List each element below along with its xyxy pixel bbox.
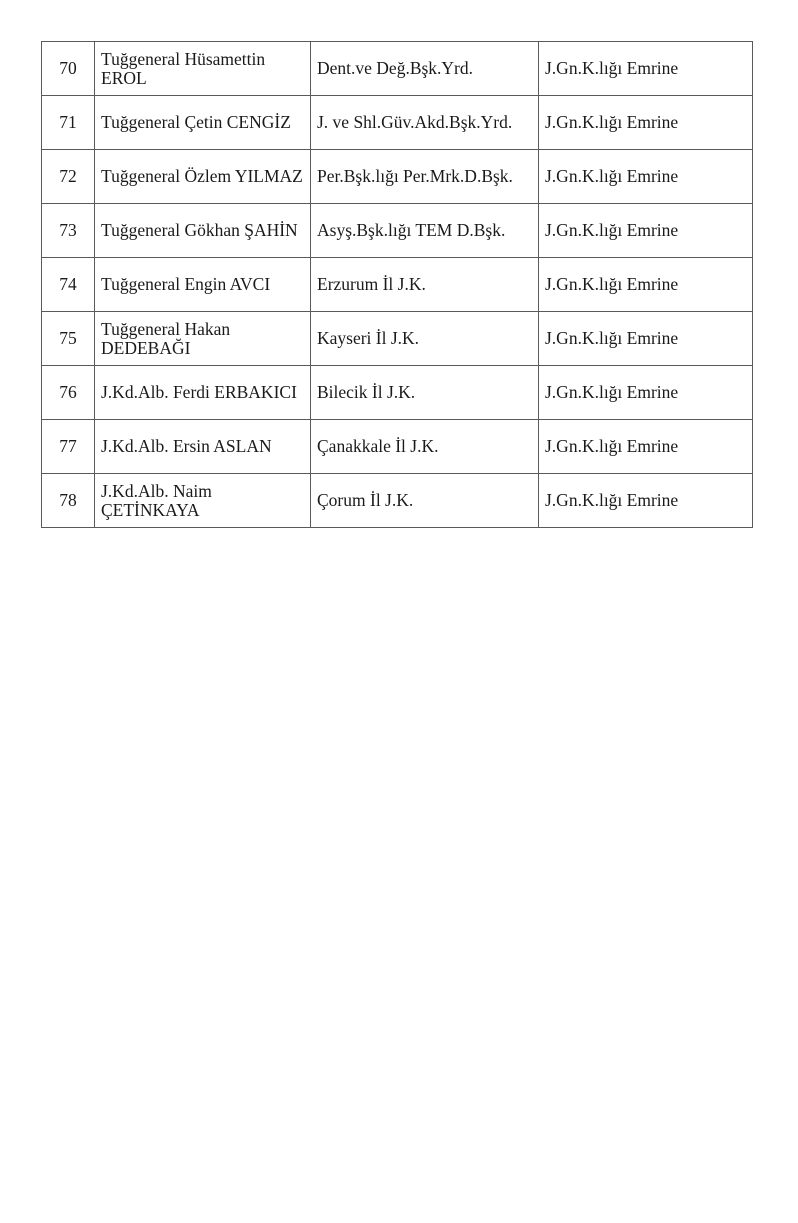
officer-name: [95, 420, 311, 474]
current-post: J. ve Shl.Güv.Akd.Bşk.Yrd.: [311, 96, 539, 150]
officer-name: [95, 42, 311, 96]
current-post: Erzurum İl J.K.: [311, 258, 539, 312]
table-row: [42, 42, 753, 96]
current-post: Bilecik İl J.K.: [311, 366, 539, 420]
officer-name: [95, 258, 311, 312]
officer-name-line: Tuğgeneral Hakan: [101, 318, 231, 339]
new-post: J.Gn.K.lığı Emrine: [539, 474, 753, 528]
officer-name-line: J.Kd.Alb. Naim: [101, 480, 212, 501]
row-number: 72: [42, 150, 95, 204]
new-post: J.Gn.K.lığı Emrine: [539, 312, 753, 366]
table-row: [42, 420, 753, 474]
new-post: J.Gn.K.lığı Emrine: [539, 150, 753, 204]
new-post: J.Gn.K.lığı Emrine: [539, 42, 753, 96]
officer-name-line: DEDEBAĞI: [101, 337, 191, 358]
officer-name-line: J.Kd.Alb. Ferdi ERBAKICI: [101, 382, 297, 402]
current-post: Çanakkale İl J.K.: [311, 420, 539, 474]
table-row: [42, 96, 753, 150]
new-post: J.Gn.K.lığı Emrine: [539, 204, 753, 258]
current-post: Per.Bşk.lığı Per.Mrk.D.Bşk.: [311, 150, 539, 204]
officer-name-line: Tuğgeneral Özlem YILMAZ: [101, 166, 303, 186]
officer-name: [95, 204, 311, 258]
officer-name: [95, 96, 311, 150]
current-post: Asyş.Bşk.lığı TEM D.Bşk.: [311, 204, 539, 258]
row-number: 76: [42, 366, 95, 420]
table-row: [42, 258, 753, 312]
officer-name-line: EROL: [101, 67, 147, 88]
current-post: Çorum İl J.K.: [311, 474, 539, 528]
officer-name-line: Tuğgeneral Çetin CENGİZ: [101, 112, 291, 132]
row-number: 74: [42, 258, 95, 312]
row-number: 78: [42, 474, 95, 528]
row-number: 70: [42, 42, 95, 96]
table-row: [42, 312, 753, 366]
officer-name: [95, 474, 311, 528]
officer-name: [95, 312, 311, 366]
table-row: [42, 150, 753, 204]
assignment-table: [41, 41, 753, 528]
new-post: J.Gn.K.lığı Emrine: [539, 258, 753, 312]
new-post: J.Gn.K.lığı Emrine: [539, 96, 753, 150]
officer-name-line: J.Kd.Alb. Ersin ASLAN: [101, 436, 272, 456]
officer-name-line: Tuğgeneral Hüsamettin: [101, 48, 266, 69]
row-number: 75: [42, 312, 95, 366]
new-post: J.Gn.K.lığı Emrine: [539, 420, 753, 474]
new-post: J.Gn.K.lığı Emrine: [539, 366, 753, 420]
table-row: [42, 474, 753, 528]
officer-name-line: Tuğgeneral Gökhan ŞAHİN: [101, 220, 298, 240]
table-row: [42, 366, 753, 420]
current-post: Dent.ve Değ.Bşk.Yrd.: [311, 42, 539, 96]
officer-name: [95, 150, 311, 204]
row-number: 71: [42, 96, 95, 150]
table-row: [42, 204, 753, 258]
current-post: Kayseri İl J.K.: [311, 312, 539, 366]
officer-name-line: Tuğgeneral Engin AVCI: [101, 274, 271, 294]
row-number: 77: [42, 420, 95, 474]
officer-name-line: ÇETİNKAYA: [101, 499, 200, 520]
row-number: 73: [42, 204, 95, 258]
officer-name: [95, 366, 311, 420]
